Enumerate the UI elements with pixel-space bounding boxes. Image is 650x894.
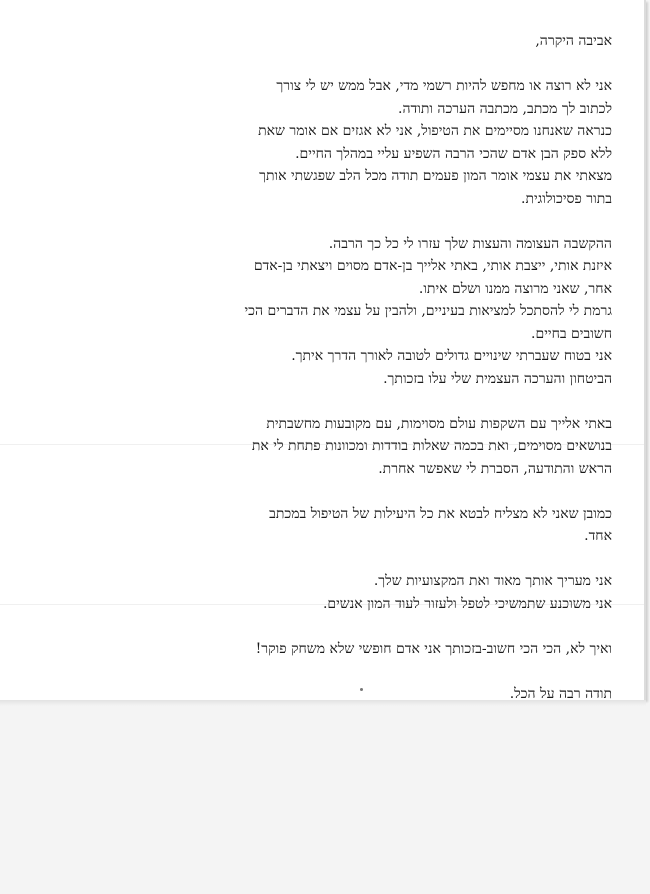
paragraph-1 xyxy=(60,75,612,210)
text-line: באתי אלייך עם השקפות עולם מסוימות, עם מקובעות מחשבתית xyxy=(266,415,612,432)
paragraph-gap xyxy=(60,210,612,233)
text-line: חשובים בחיים. xyxy=(531,325,612,342)
ink-dot xyxy=(360,688,363,691)
letter-body xyxy=(60,30,612,700)
text-line: ההקשבה העצומה והעצות שלך עזרו לי כל כך הרבה. xyxy=(328,235,612,252)
letter-greeting: אביבה היקרה, xyxy=(535,33,612,49)
letter-closing: תודה רבה על הכל. xyxy=(509,685,612,700)
paragraph-gap xyxy=(60,390,612,413)
paper-edge-shadow xyxy=(0,700,646,706)
paragraph-gap xyxy=(60,53,612,76)
text-line: ואיך לא, הכי הכי חשוב-בזכותך אני אדם חופשי שלא משחק פוקר! xyxy=(255,640,612,657)
text-line: אני בטוח שעברתי שינויים גדולים לטובה לאורך הדרך איתך. xyxy=(291,348,612,364)
text-line: אחר, שאני מרוצה ממנו ושלם איתו. xyxy=(418,280,612,297)
text-line: בתור פסיכולוגית. xyxy=(521,190,612,207)
text-line: אני מעריך אותך מאוד ואת המקצועיות שלך. xyxy=(373,573,612,589)
paragraph-3 xyxy=(60,413,612,481)
text-line: הביטחון והערכה העצמית שלי עלו בזכותך. xyxy=(383,370,612,387)
text-line: בנושאים מסוימים, ואת בכמה שאלות בודדות ומכוונות פתחת לי את xyxy=(251,438,612,454)
paragraph-5 xyxy=(60,570,612,615)
text-line: גרמת לי להסתכל למציאות בעיניים, ולהבין על עצמי את הדברים הכי xyxy=(244,303,612,319)
text-line: כנראה שאנחנו מסיימים את הטיפול, אני לא אגזים אם אומר שאת xyxy=(258,123,612,139)
text-line: אחד. xyxy=(584,528,612,544)
text-line: כמובן שאני לא מצליח לבטא את כל היעילות של הטיפול במכתב xyxy=(269,505,612,522)
text-line: ללא ספק הבן אדם שהכי הרבה השפיע עליי במהלך החיים. xyxy=(295,145,612,162)
text-line: אני משוכנע שתמשיכי לטפל ולעזור לעוד המון אנשים. xyxy=(322,595,612,612)
text-line: איזנת אותי, ייצבת אותי, באתי אלייך בן-אדם מסוים ויצאתי בן-אדם xyxy=(253,258,612,274)
paragraph-4 xyxy=(60,503,612,548)
paragraph-6 xyxy=(60,638,612,661)
paragraph-gap xyxy=(60,615,612,638)
text-line: הראש והתודעה, הסברת לי שאפשר אחרת. xyxy=(378,460,612,477)
paragraph-gap xyxy=(60,660,612,683)
text-line: אני לא רוצה או מחפש להיות רשמי מדי, אבל ממש יש לי צורך xyxy=(276,78,612,94)
paragraph-gap xyxy=(60,480,612,503)
paragraph-gap xyxy=(60,548,612,571)
paragraph-2 xyxy=(60,233,612,391)
text-line: מצאתי את עצמי אומר המון פעמים תודה מכל הלב שפגשתי אותך xyxy=(259,168,612,184)
text-line: לכתוב לך מכתב, מכתבה הערכה ותודה. xyxy=(398,100,612,117)
